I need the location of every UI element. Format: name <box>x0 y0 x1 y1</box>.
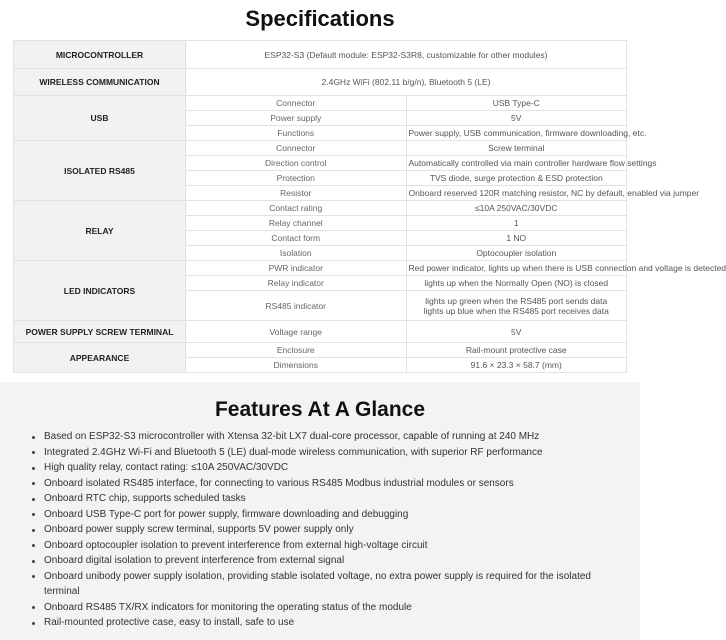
spec-key: Direction control <box>186 156 407 171</box>
category-label: POWER SUPPLY SCREW TERMINAL <box>14 321 186 343</box>
features-section <box>0 382 640 640</box>
spec-value: Rail-mount protective case <box>406 343 627 358</box>
category-label: MICROCONTROLLER <box>14 41 186 69</box>
spec-value: lights up when the Normally Open (NO) is closed <box>406 276 627 291</box>
category-label: ISOLATED RS485 <box>14 141 186 201</box>
table-row <box>14 96 627 111</box>
list-item: Onboard digital isolation to prevent interference from external signal <box>30 553 625 569</box>
spec-key: Power supply <box>186 111 407 126</box>
spec-value-line: lights up blue when the RS485 port receives data <box>423 305 609 316</box>
list-item: Onboard USB Type-C port for power supply, firmware downloading and debugging <box>30 507 625 523</box>
spec-key: Voltage range <box>186 321 407 343</box>
list-item: Based on ESP32-S3 microcontroller with Xtensa 32-bit LX7 dual-core processor, capable of running at 240 MHz <box>30 429 625 445</box>
table-row <box>14 261 627 276</box>
spec-value: TVS diode, surge protection & ESD protection <box>406 171 627 186</box>
list-item: Onboard RS485 TX/RX indicators for monitoring the operating status of the module <box>30 600 625 616</box>
list-item: Onboard RTC chip, supports scheduled tasks <box>30 491 625 507</box>
specifications-table <box>13 40 726 373</box>
spec-value: ≤10A 250VAC/30VDC <box>406 201 627 216</box>
list-item: Onboard unibody power supply isolation, providing stable isolated voltage, no extra power supply is required for the isolated terminal <box>30 569 625 600</box>
spec-value: 5V <box>406 111 627 126</box>
specifications-title: Specifications <box>245 6 395 31</box>
spec-value: ESP32-S3 (Default module: ESP32-S3R8, customizable for other modules) <box>186 41 627 69</box>
spec-key: Relay indicator <box>186 276 407 291</box>
list-item: High quality relay, contact rating: ≤10A 250VAC/30VDC <box>30 460 625 476</box>
spec-key: Dimensions <box>186 358 407 373</box>
spec-value <box>406 291 627 321</box>
table-row <box>14 69 627 96</box>
spec-value: USB Type-C <box>406 96 627 111</box>
spec-value: 2.4GHz WiFi (802.11 b/g/n), Bluetooth 5 (LE) <box>186 69 627 96</box>
spec-value: Automatically controlled via main controller hardware flow settings <box>406 156 627 171</box>
spec-key: Enclosure <box>186 343 407 358</box>
spec-key: Resistor <box>186 186 407 201</box>
list-item: Integrated 2.4GHz Wi-Fi and Bluetooth 5 (LE) dual-mode wireless communication, with superior RF performance <box>30 445 625 461</box>
spec-key: Relay channel <box>186 216 407 231</box>
table-row <box>14 201 627 216</box>
category-label: RELAY <box>14 201 186 261</box>
spec-key: Contact form <box>186 231 407 246</box>
spec-value: Onboard reserved 120R matching resistor, NC by default, enabled via jumper <box>406 186 627 201</box>
table-row <box>14 321 627 343</box>
list-item: Onboard power supply screw terminal, supports 5V power supply only <box>30 522 625 538</box>
spec-value: 91.6 × 23.3 × 58.7 (mm) <box>406 358 627 373</box>
category-label: USB <box>14 96 186 141</box>
table-row <box>14 41 627 69</box>
spec-value: Power supply, USB communication, firmware downloading, etc. <box>406 126 627 141</box>
category-label: APPEARANCE <box>14 343 186 373</box>
category-label: WIRELESS COMMUNICATION <box>14 69 186 96</box>
spec-key: PWR indicator <box>186 261 407 276</box>
list-item: Onboard isolated RS485 interface, for connecting to various RS485 Modbus industrial modules or sensors <box>30 476 625 492</box>
features-title: Features At A Glance <box>214 398 426 421</box>
category-label: LED INDICATORS <box>14 261 186 321</box>
spec-value: Screw terminal <box>406 141 627 156</box>
spec-key: Connector <box>186 141 407 156</box>
spec-key: Protection <box>186 171 407 186</box>
spec-value: Red power indicator, lights up when there is USB connection and voltage is detected <box>406 261 627 276</box>
spec-value: Optocoupler isolation <box>406 246 627 261</box>
spec-value-line: lights up green when the RS485 port sends data <box>425 295 608 306</box>
spec-key: Functions <box>186 126 407 141</box>
features-list <box>30 429 625 631</box>
table-row <box>14 343 627 358</box>
spec-value: 1 <box>406 216 627 231</box>
spec-value: 1 NO <box>406 231 627 246</box>
table-row <box>14 141 627 156</box>
spec-key: Isolation <box>186 246 407 261</box>
spec-value: 5V <box>406 321 627 343</box>
list-item: Rail-mounted protective case, easy to install, safe to use <box>30 615 625 631</box>
spec-key: RS485 indicator <box>186 291 407 321</box>
list-item: Onboard optocoupler isolation to prevent interference from external high-voltage circuit <box>30 538 625 554</box>
spec-key: Contact rating <box>186 201 407 216</box>
spec-key: Connector <box>186 96 407 111</box>
